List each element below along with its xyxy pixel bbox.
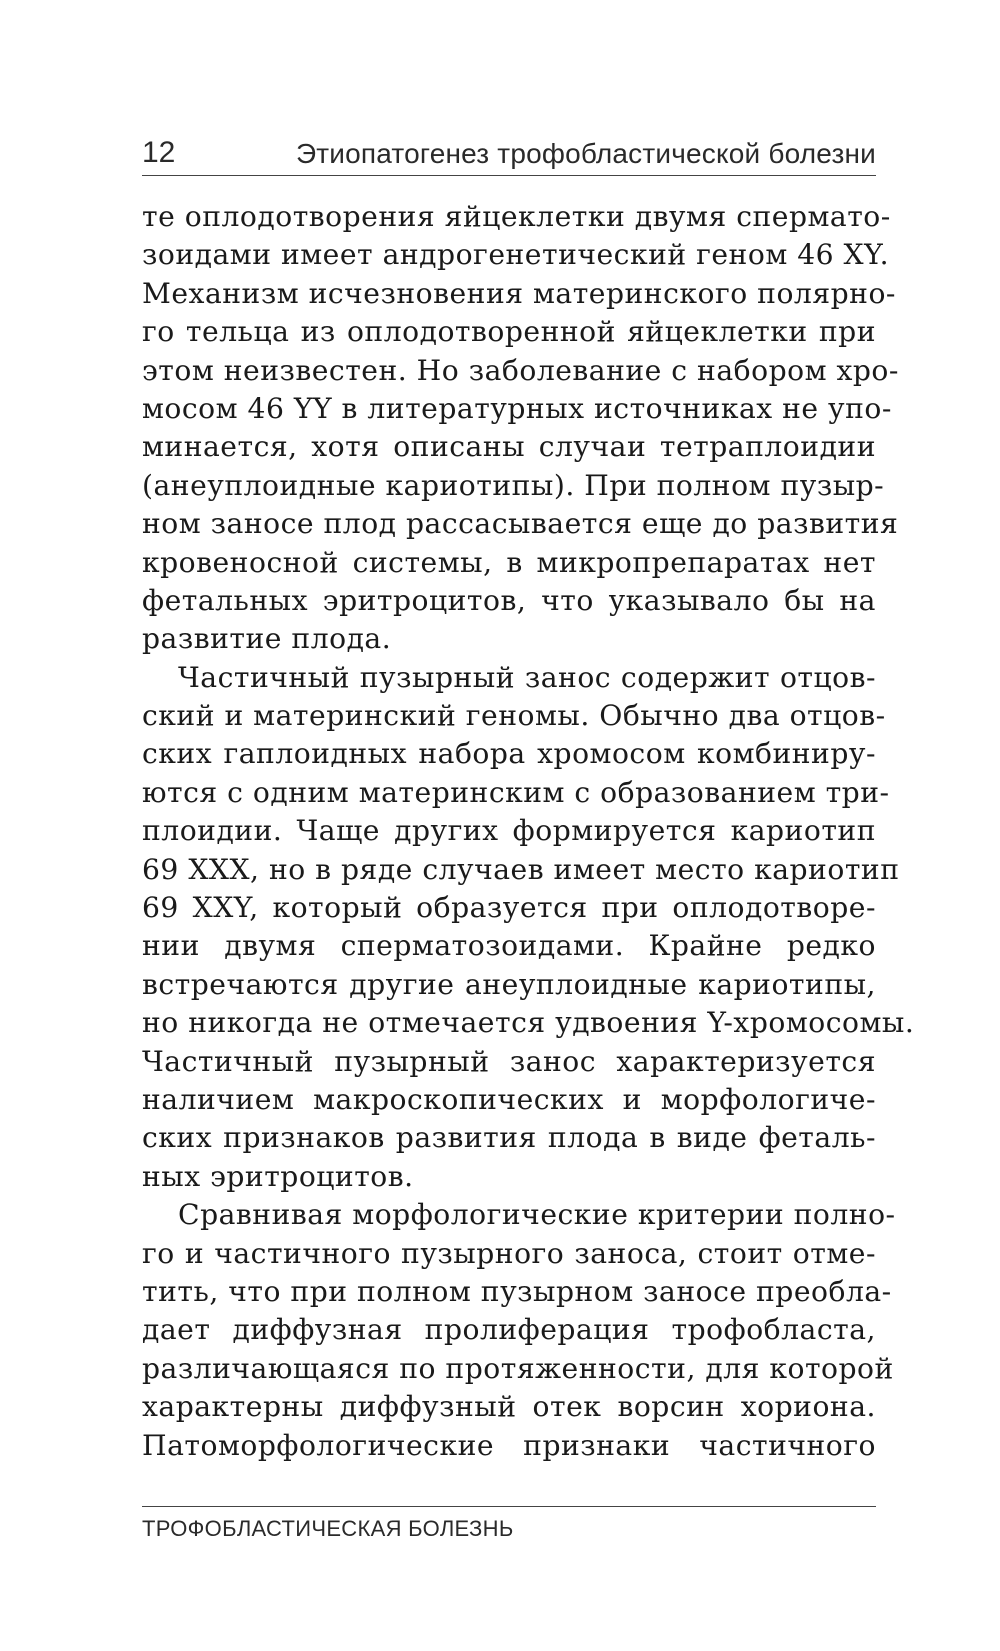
text-line: развитие плода. — [142, 622, 392, 656]
footer-divider — [142, 1506, 876, 1507]
text-line: Патоморфологические признаки частичного — [142, 1428, 876, 1462]
text-line: те оплодотворения яйцеклетки двумя спермато- — [142, 200, 891, 233]
header-divider — [142, 175, 876, 176]
text-line: Частичный пузырный занос содержит отцов- — [178, 660, 876, 694]
text-line: Механизм исчезновения материнского полярно- — [142, 276, 896, 310]
running-title: Этиопатогенез трофобластической болезни — [295, 138, 876, 169]
text-line: зоидами имеет андрогенетический геном 46 XY. — [142, 238, 890, 272]
text-line: го тельца из оплодотворенной яйцеклетки при — [142, 315, 876, 349]
text-line: мосом 46 YY в литературных источниках не упо- — [142, 391, 892, 425]
text-line: ский и материнский геномы. Обычно два отцов- — [142, 699, 886, 733]
text-line: 69 XXX, но в ряде случаев имеет место кариотип — [142, 852, 900, 886]
text-line: Частичный пузырный занос характеризуется — [142, 1044, 876, 1078]
text-line: плоидии. Чаще других формируется кариотип — [142, 814, 876, 848]
text-line: кровеносной системы, в микропрепаратах нет — [142, 545, 876, 579]
text-line: встречаются другие анеуплоидные кариотипы, — [142, 967, 876, 1001]
text-line: ном заносе плод рассасывается еще до развития — [142, 507, 899, 541]
text-line: минается, хотя описаны случаи тетраплоидии — [142, 430, 876, 464]
text-line: ских признаков развития плода в виде феталь- — [142, 1121, 876, 1155]
text-line: ских гаплоидных набора хромосом комбиниру- — [142, 737, 876, 771]
text-line: фетальных эритроцитов, что указывало бы на — [142, 583, 876, 617]
text-line: 69 XXY, который образуется при оплодотворе- — [142, 891, 876, 925]
text-line: различающаяся по протяженности, для которой — [142, 1351, 894, 1385]
body-text — [142, 198, 915, 1465]
text-line: характерны диффузный отек ворсин хориона. — [142, 1390, 876, 1424]
text-line: ных эритроцитов. — [142, 1159, 414, 1193]
text-line: но никогда не отмечается удвоения Y-хромосомы. — [142, 1006, 915, 1040]
running-footer: ТРОФОБЛАСТИЧЕСКАЯ БОЛЕЗНЬ — [142, 1516, 514, 1541]
text-line: (анеуплоидные кариотипы). При полном пузыр- — [142, 468, 885, 502]
text-line: го и частичного пузырного заноса, стоит отме- — [142, 1236, 876, 1270]
text-line: Сравнивая морфологические критерии полно- — [178, 1198, 896, 1232]
text-line: тить, что при полном пузырном заносе преобла- — [142, 1274, 892, 1308]
text-line: ются с одним материнским с образованием три- — [142, 775, 890, 809]
text-line: наличием макроскопических и морфологиче- — [142, 1082, 876, 1116]
text-line: дает диффузная пролиферация трофобласта, — [142, 1313, 876, 1347]
running-head — [142, 136, 876, 174]
text-line: нии двумя сперматозоидами. Крайне редко — [142, 929, 876, 963]
page-number: 12 — [142, 136, 176, 169]
text-line: этом неизвестен. Но заболевание с набором хро- — [142, 353, 899, 387]
